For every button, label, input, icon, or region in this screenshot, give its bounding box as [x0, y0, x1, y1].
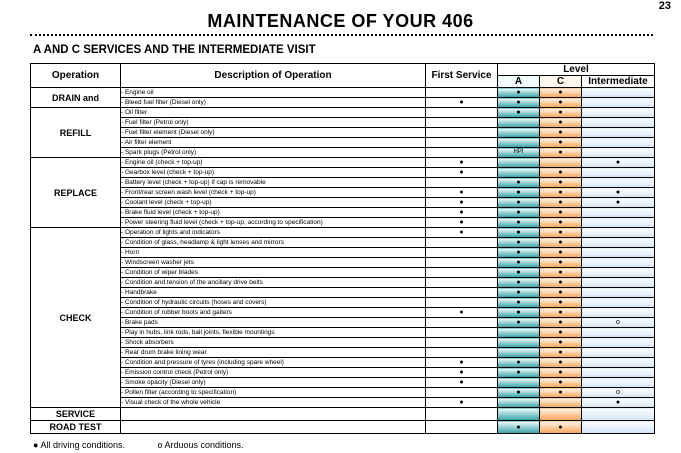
description-cell: - Play in hubs, link rods, ball joints, flexible mountings — [121, 328, 426, 338]
table-row — [31, 158, 655, 168]
level-a-cell: ● — [498, 308, 540, 318]
table-row — [31, 398, 655, 408]
description-cell: - Condition of hydraulic circuits (hoses and covers) — [121, 298, 426, 308]
table-row — [31, 368, 655, 378]
description-cell: - Operation of lights and indicators — [121, 228, 426, 238]
level-c-cell: ● — [540, 338, 582, 348]
description-cell: - Coolant level (check + top-up) — [121, 198, 426, 208]
level-intermediate-cell — [582, 408, 655, 421]
table-row — [31, 308, 655, 318]
first-service-cell — [426, 408, 498, 421]
level-intermediate-cell: ● — [582, 158, 655, 168]
table-row — [31, 328, 655, 338]
table-row — [31, 298, 655, 308]
header-level-a: A — [498, 76, 540, 88]
description-cell: - Brake fluid level (check + top-up) — [121, 208, 426, 218]
first-service-cell — [426, 128, 498, 138]
level-c-cell: ● — [540, 421, 582, 434]
level-a-cell: ● — [498, 208, 540, 218]
table-row — [31, 198, 655, 208]
first-service-cell — [426, 88, 498, 98]
operation-cell: REPLACE — [31, 158, 121, 228]
level-intermediate-cell — [582, 308, 655, 318]
first-service-cell: ● — [426, 198, 498, 208]
level-intermediate-cell — [582, 258, 655, 268]
description-cell: - Spark plugs (Petrol only) — [121, 148, 426, 158]
level-c-cell: ● — [540, 328, 582, 338]
description-cell: - Handbrake — [121, 288, 426, 298]
level-c-cell — [540, 408, 582, 421]
table-row — [31, 98, 655, 108]
first-service-cell: ● — [426, 208, 498, 218]
level-a-cell: HPI — [498, 148, 540, 158]
level-a-cell — [498, 348, 540, 358]
first-service-cell — [426, 298, 498, 308]
table-row — [31, 258, 655, 268]
level-a-cell: ● — [498, 228, 540, 238]
header-first-service: First Service — [426, 64, 498, 88]
dotted-divider — [30, 34, 653, 36]
description-cell: - Fuel filter element (Diesel only) — [121, 128, 426, 138]
description-cell: - Bleed fuel filter (Diesel only) — [121, 98, 426, 108]
level-a-cell: ● — [498, 298, 540, 308]
table-row — [31, 378, 655, 388]
level-intermediate-cell — [582, 298, 655, 308]
level-a-cell: ● — [498, 421, 540, 434]
level-a-cell: ● — [498, 98, 540, 108]
level-c-cell: ● — [540, 268, 582, 278]
level-a-cell: ● — [498, 108, 540, 118]
level-c-cell: ● — [540, 378, 582, 388]
level-c-cell: ● — [540, 188, 582, 198]
first-service-cell: ● — [426, 188, 498, 198]
first-service-cell: ● — [426, 398, 498, 408]
description-cell: - Power steering fluid level (check + top-up, according to specification) — [121, 218, 426, 228]
table-row — [31, 318, 655, 328]
table-row — [31, 118, 655, 128]
section-subtitle: A AND C SERVICES AND THE INTERMEDIATE VISIT — [33, 44, 316, 56]
level-c-cell: ● — [540, 168, 582, 178]
table-row — [31, 248, 655, 258]
level-c-cell: ● — [540, 178, 582, 188]
level-intermediate-cell — [582, 421, 655, 434]
level-intermediate-cell — [582, 138, 655, 148]
first-service-cell: ● — [426, 378, 498, 388]
level-a-cell: ● — [498, 318, 540, 328]
table-row — [31, 408, 655, 421]
first-service-cell — [426, 388, 498, 398]
first-service-cell — [426, 328, 498, 338]
table-row — [31, 421, 655, 434]
first-service-cell — [426, 421, 498, 434]
operation-cell: SERVICE — [31, 408, 121, 421]
level-c-cell: ● — [540, 258, 582, 268]
table-row — [31, 278, 655, 288]
description-cell: - Horn — [121, 248, 426, 258]
description-cell: - Visual check of the whole vehicle — [121, 398, 426, 408]
level-c-cell — [540, 398, 582, 408]
description-cell: - Rear drum brake lining wear — [121, 348, 426, 358]
description-cell: - Oil filter — [121, 108, 426, 118]
table-row — [31, 348, 655, 358]
level-intermediate-cell — [582, 358, 655, 368]
description-cell: - Air filter element — [121, 138, 426, 148]
table-row — [31, 208, 655, 218]
table-row — [31, 218, 655, 228]
level-a-cell: ● — [498, 238, 540, 248]
maintenance-table — [30, 63, 655, 434]
first-service-cell — [426, 238, 498, 248]
description-cell: - Engine oil (check + top-up) — [121, 158, 426, 168]
description-cell: - Condition of rubber boots and gaiters — [121, 308, 426, 318]
first-service-cell: ● — [426, 168, 498, 178]
first-service-cell: ● — [426, 228, 498, 238]
level-c-cell: ● — [540, 108, 582, 118]
level-intermediate-cell — [582, 218, 655, 228]
level-c-cell: ● — [540, 278, 582, 288]
level-intermediate-cell — [582, 118, 655, 128]
level-a-cell — [498, 118, 540, 128]
level-c-cell: ● — [540, 318, 582, 328]
description-cell: - Fuel filter (Petrol only) — [121, 118, 426, 128]
level-a-cell — [498, 128, 540, 138]
level-c-cell: ● — [540, 198, 582, 208]
table-row — [31, 138, 655, 148]
level-intermediate-cell: o — [582, 318, 655, 328]
header-level-intermediate: Intermediate — [582, 76, 655, 88]
level-c-cell: ● — [540, 238, 582, 248]
table-row — [31, 238, 655, 248]
level-a-cell: ● — [498, 188, 540, 198]
first-service-cell — [426, 148, 498, 158]
level-c-cell: ● — [540, 358, 582, 368]
table-row — [31, 268, 655, 278]
description-cell: - Condition and pressure of tyres (including spare wheel) — [121, 358, 426, 368]
description-cell: - Windscreen washer jets — [121, 258, 426, 268]
table-row — [31, 148, 655, 158]
operation-cell: DRAIN and — [31, 88, 121, 108]
level-a-cell: ● — [498, 218, 540, 228]
level-a-cell: ● — [498, 278, 540, 288]
level-c-cell: ● — [540, 218, 582, 228]
level-intermediate-cell — [582, 178, 655, 188]
description-cell: - Condition of wiper blades — [121, 268, 426, 278]
level-a-cell — [498, 158, 540, 168]
description-cell: - Front/rear screen wash level (check + top-up) — [121, 188, 426, 198]
table-row — [31, 88, 655, 98]
level-intermediate-cell — [582, 228, 655, 238]
first-service-cell — [426, 108, 498, 118]
first-service-cell — [426, 348, 498, 358]
header-level: Level — [498, 64, 655, 76]
description-cell: - Condition and tension of the ancillary drive belts — [121, 278, 426, 288]
description-cell: - Brake pads — [121, 318, 426, 328]
table-row — [31, 108, 655, 118]
level-intermediate-cell — [582, 148, 655, 158]
level-intermediate-cell — [582, 108, 655, 118]
level-intermediate-cell — [582, 238, 655, 248]
description-cell: - Battery level (check + top-up) if cap is removable — [121, 178, 426, 188]
level-intermediate-cell: ● — [582, 198, 655, 208]
description-cell: - Smoke opacity (Diesel only) — [121, 378, 426, 388]
level-c-cell: ● — [540, 308, 582, 318]
level-c-cell: ● — [540, 298, 582, 308]
description-cell: - Gearbox level (check + top-up) — [121, 168, 426, 178]
level-a-cell: ● — [498, 368, 540, 378]
header-operation: Operation — [31, 64, 121, 88]
level-intermediate-cell — [582, 248, 655, 258]
level-c-cell: ● — [540, 348, 582, 358]
description-cell: - Emission control check (Petrol only) — [121, 368, 426, 378]
description-cell — [121, 421, 426, 434]
level-intermediate-cell — [582, 128, 655, 138]
level-intermediate-cell — [582, 98, 655, 108]
page-title: MAINTENANCE OF YOUR 406 — [207, 11, 474, 31]
level-a-cell: ● — [498, 198, 540, 208]
level-intermediate-cell: o — [582, 388, 655, 398]
level-intermediate-cell — [582, 268, 655, 278]
level-c-cell: ● — [540, 98, 582, 108]
table-row — [31, 288, 655, 298]
operation-cell: CHECK — [31, 228, 121, 408]
level-intermediate-cell — [582, 168, 655, 178]
level-a-cell: ● — [498, 288, 540, 298]
description-cell: - Condition of glass, headlamp & light lenses and mirrors — [121, 238, 426, 248]
level-a-cell — [498, 398, 540, 408]
operation-cell: ROAD TEST — [31, 421, 121, 434]
level-a-cell — [498, 168, 540, 178]
first-service-cell: ● — [426, 98, 498, 108]
table-row — [31, 168, 655, 178]
level-c-cell: ● — [540, 138, 582, 148]
first-service-cell — [426, 278, 498, 288]
first-service-cell — [426, 288, 498, 298]
header-description: Description of Operation — [121, 64, 426, 88]
legend-all-conditions: ● All driving conditions. — [33, 440, 125, 450]
level-c-cell: ● — [540, 288, 582, 298]
table-row — [31, 178, 655, 188]
level-a-cell: ● — [498, 178, 540, 188]
first-service-cell: ● — [426, 368, 498, 378]
level-intermediate-cell — [582, 348, 655, 358]
level-a-cell: ● — [498, 258, 540, 268]
level-c-cell: ● — [540, 128, 582, 138]
first-service-cell: ● — [426, 308, 498, 318]
legend-arduous-conditions: o Arduous conditions. — [157, 440, 244, 450]
first-service-cell — [426, 258, 498, 268]
first-service-cell — [426, 268, 498, 278]
table-row — [31, 338, 655, 348]
table-row — [31, 358, 655, 368]
legend — [33, 440, 274, 450]
first-service-cell — [426, 338, 498, 348]
level-a-cell: ● — [498, 388, 540, 398]
level-a-cell — [498, 378, 540, 388]
level-a-cell — [498, 338, 540, 348]
level-intermediate-cell: ● — [582, 188, 655, 198]
level-intermediate-cell — [582, 88, 655, 98]
level-intermediate-cell — [582, 208, 655, 218]
level-intermediate-cell: ● — [582, 398, 655, 408]
level-a-cell — [498, 138, 540, 148]
operation-cell: REFILL — [31, 108, 121, 158]
first-service-cell — [426, 118, 498, 128]
first-service-cell: ● — [426, 358, 498, 368]
level-intermediate-cell — [582, 368, 655, 378]
level-c-cell: ● — [540, 208, 582, 218]
level-c-cell: ● — [540, 368, 582, 378]
level-c-cell: ● — [540, 118, 582, 128]
level-a-cell: ● — [498, 248, 540, 258]
level-a-cell: ● — [498, 268, 540, 278]
level-a-cell: ● — [498, 358, 540, 368]
level-c-cell — [540, 158, 582, 168]
description-cell: - Pollen filter (according to specification) — [121, 388, 426, 398]
level-a-cell — [498, 408, 540, 421]
table-row — [31, 228, 655, 238]
table-row — [31, 188, 655, 198]
page-number: 23 — [658, 0, 671, 12]
level-a-cell: ● — [498, 88, 540, 98]
level-c-cell: ● — [540, 228, 582, 238]
description-cell: - Shock absorbers — [121, 338, 426, 348]
table-row — [31, 388, 655, 398]
first-service-cell — [426, 318, 498, 328]
level-a-cell — [498, 328, 540, 338]
header-level-c: C — [540, 76, 582, 88]
first-service-cell — [426, 138, 498, 148]
table-body — [31, 88, 655, 434]
level-c-cell: ● — [540, 88, 582, 98]
level-intermediate-cell — [582, 278, 655, 288]
level-intermediate-cell — [582, 378, 655, 388]
first-service-cell — [426, 178, 498, 188]
level-intermediate-cell — [582, 328, 655, 338]
level-c-cell: ● — [540, 148, 582, 158]
level-intermediate-cell — [582, 288, 655, 298]
first-service-cell: ● — [426, 158, 498, 168]
level-intermediate-cell — [582, 338, 655, 348]
description-cell: - Engine oil — [121, 88, 426, 98]
first-service-cell: ● — [426, 218, 498, 228]
description-cell — [121, 408, 426, 421]
level-c-cell: ● — [540, 248, 582, 258]
level-c-cell: ● — [540, 388, 582, 398]
first-service-cell — [426, 248, 498, 258]
table-row — [31, 128, 655, 138]
